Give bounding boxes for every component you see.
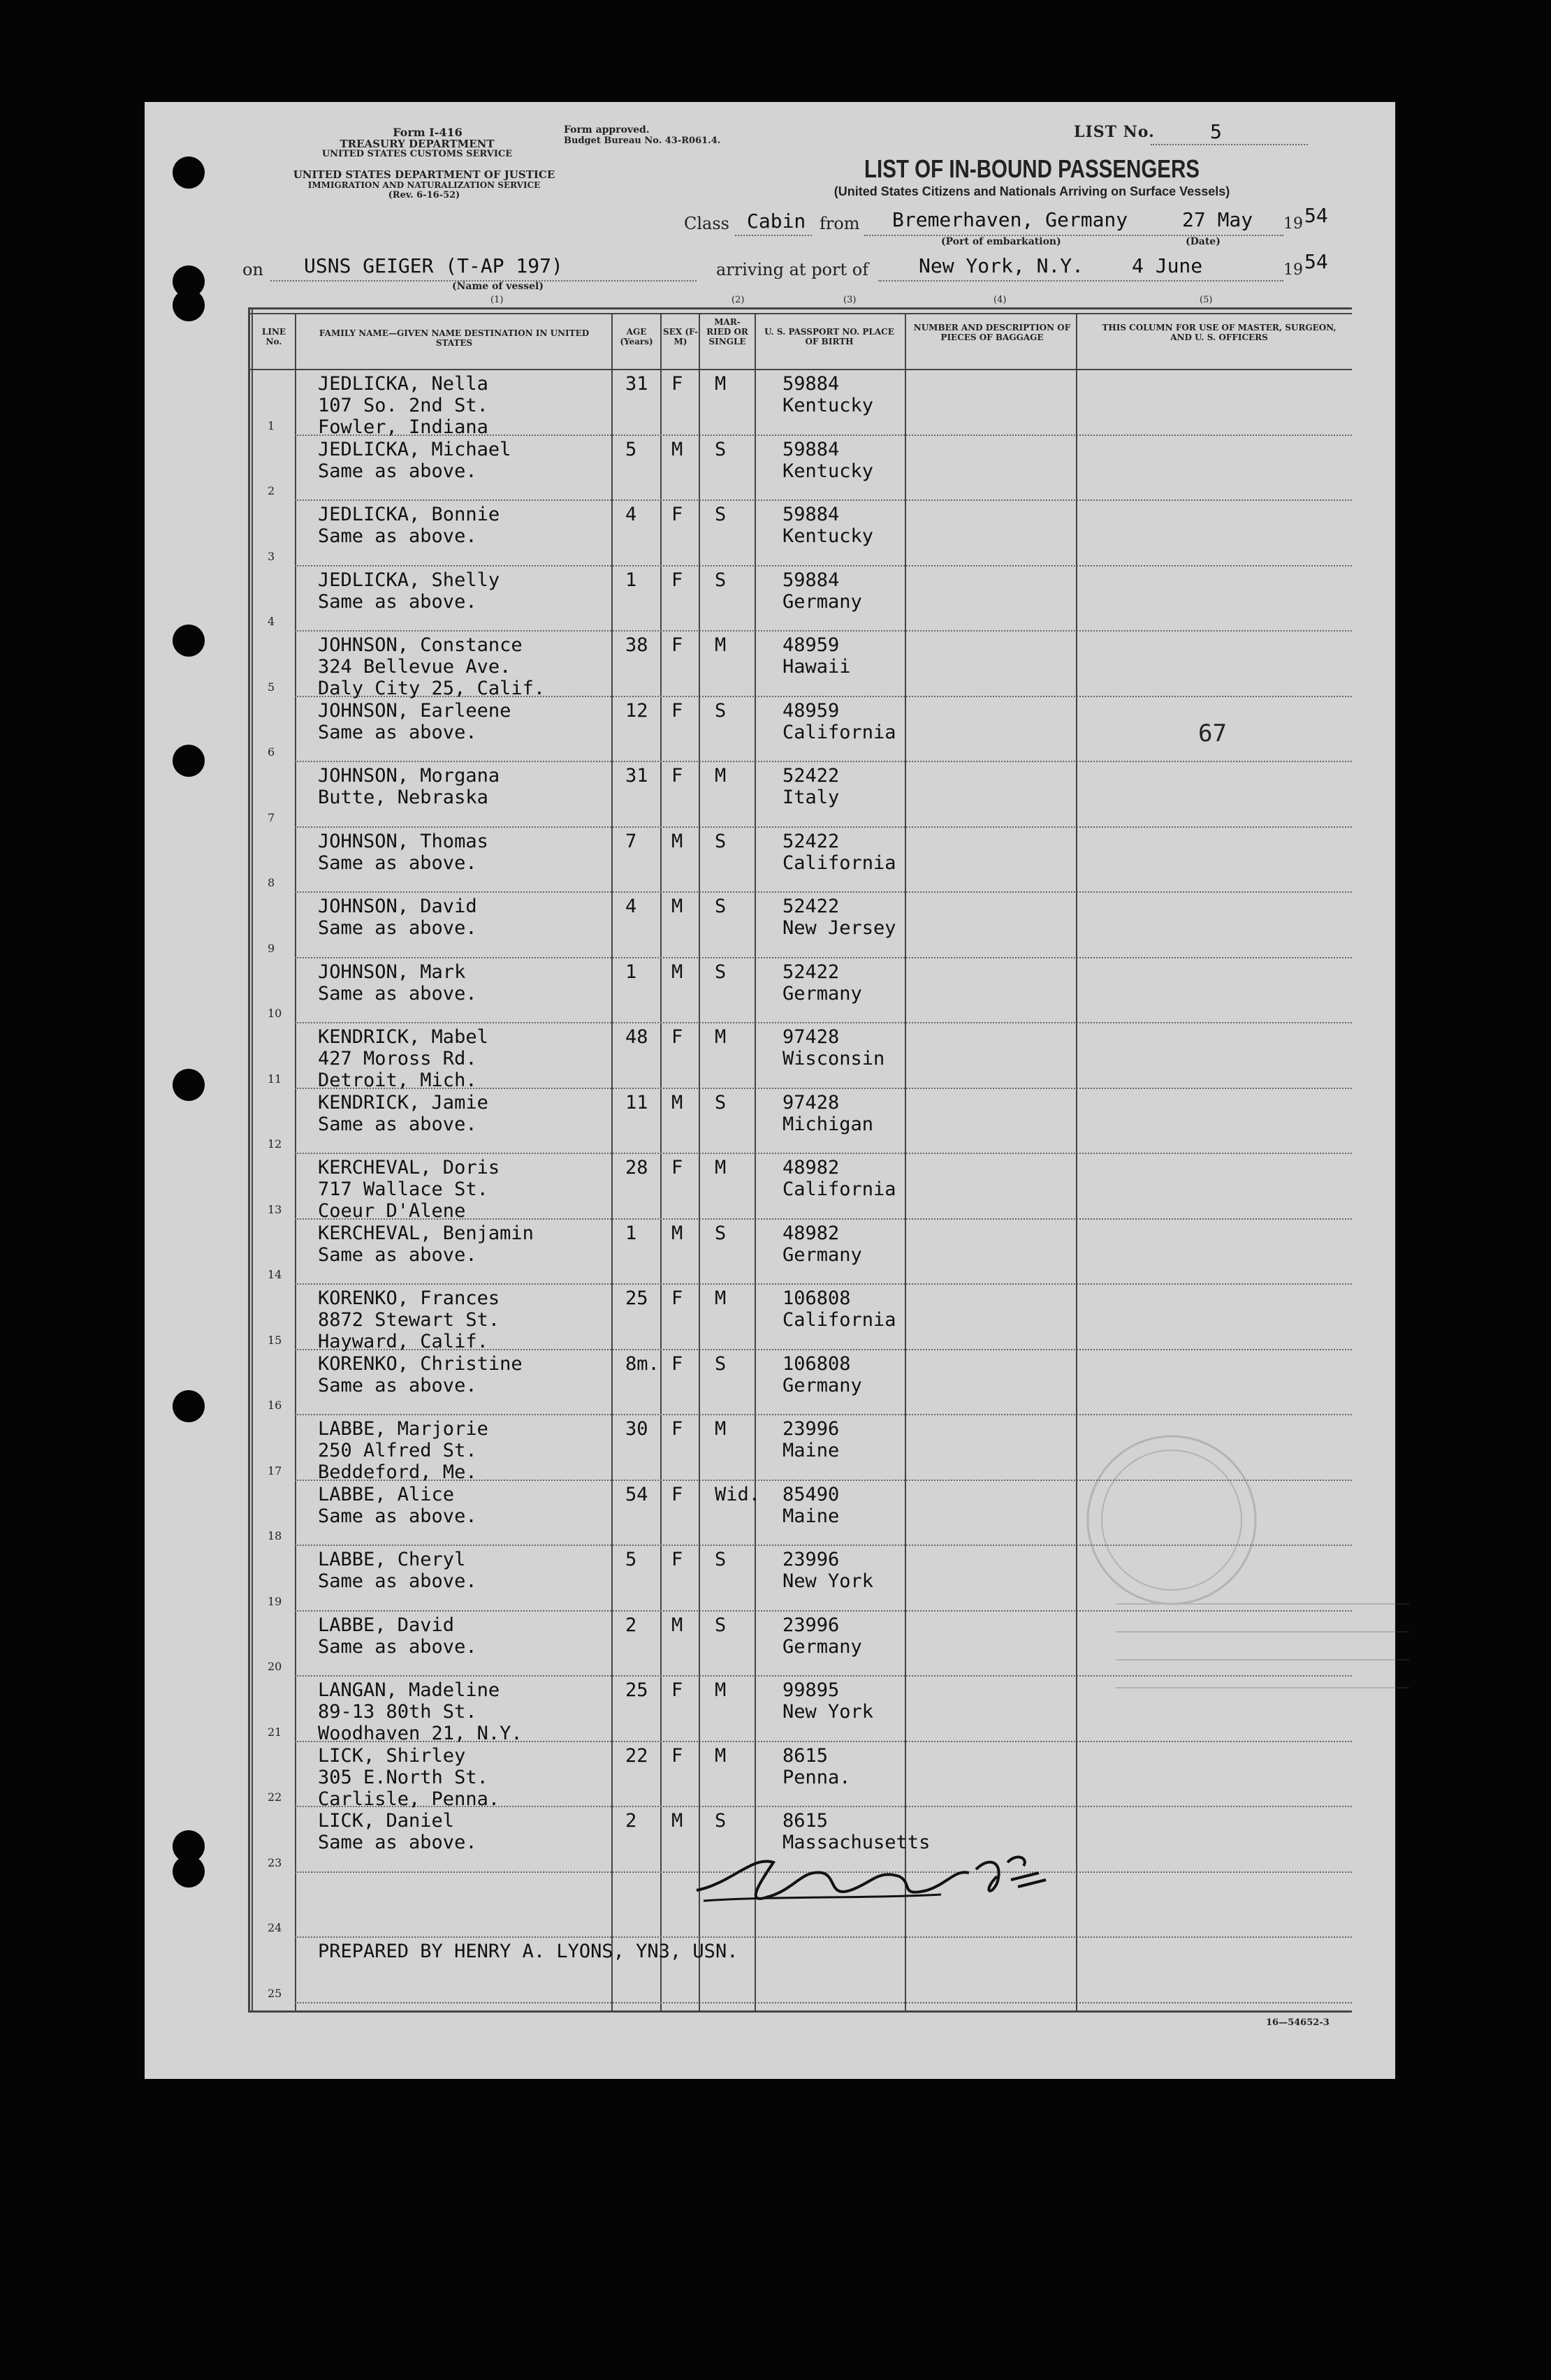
passenger-name: KORENKO, Frances 8872 Stewart St. Hayward, Calif. <box>318 1287 500 1352</box>
dept-customs: UNITED STATES CUSTOMS SERVICE <box>321 149 513 159</box>
header-married: MAR-RIED OR SINGLE <box>706 317 748 346</box>
table-row <box>248 1154 1352 1220</box>
from-year: 54 <box>1304 204 1328 227</box>
passenger-name: LICK, Shirley 305 E.North St. Carlisle, Penna. <box>318 1744 500 1810</box>
approved-line2: Budget Bureau No. 43-R061.4. <box>564 136 721 146</box>
passenger-sex: F <box>671 1679 683 1701</box>
passport-and-birthplace: 48982 Germany <box>782 1222 862 1266</box>
passenger-name: LABBE, David Same as above. <box>318 1614 477 1658</box>
passenger-sex: F <box>671 1287 683 1309</box>
passenger-age: 31 <box>625 765 648 787</box>
table-top-border <box>248 307 1352 309</box>
line-number: 5 <box>268 680 275 694</box>
header-sex: SEX (F-M) <box>663 327 698 346</box>
passport-and-birthplace: 59884 Germany <box>782 569 862 613</box>
passenger-name: JOHNSON, David Same as above. <box>318 896 477 939</box>
passenger-age: 25 <box>625 1287 648 1309</box>
arrival-year-prefix: 19 <box>1283 261 1303 279</box>
line-number: 10 <box>268 1007 282 1020</box>
port-embark-caption: (Port of embarkation) <box>941 236 1061 247</box>
line-number: 14 <box>268 1268 282 1281</box>
line-number: 15 <box>268 1333 282 1347</box>
col-num-1: (1) <box>490 295 504 305</box>
passenger-age: 2 <box>625 1810 637 1832</box>
col-num-4: (4) <box>993 295 1007 305</box>
passenger-age: 2 <box>625 1614 637 1636</box>
table-bottom-border <box>248 2010 1352 2013</box>
passenger-marital-status: M <box>715 1287 727 1309</box>
passenger-age: 38 <box>625 634 648 656</box>
passenger-name: LABBE, Cheryl Same as above. <box>318 1549 477 1592</box>
passenger-sex: F <box>671 1026 683 1048</box>
passport-and-birthplace: 99895 New York <box>782 1679 874 1723</box>
line-number: 12 <box>268 1137 282 1151</box>
line-number: 19 <box>268 1594 282 1608</box>
line-number: 24 <box>268 1921 282 1934</box>
revision-date: (Rev. 6-16-52) <box>388 190 460 200</box>
passenger-name: JEDLICKA, Shelly Same as above. <box>318 569 500 613</box>
passenger-sex: F <box>671 1483 683 1505</box>
passenger-name: KENDRICK, Mabel 427 Moross Rd. Detroit, Mich. <box>318 1026 488 1091</box>
passenger-marital-status: S <box>715 1549 727 1570</box>
list-no-label: LIST No. <box>1074 123 1155 141</box>
arriving-label: arriving at port of <box>716 260 869 279</box>
passenger-marital-status: M <box>715 1026 727 1048</box>
passenger-sex: F <box>671 504 683 525</box>
vessel-caption: (Name of vessel) <box>452 281 544 292</box>
passenger-name: KORENKO, Christine Same as above. <box>318 1352 523 1396</box>
passenger-age: 48 <box>625 1026 648 1048</box>
passport-and-birthplace: 52422 California <box>782 830 896 874</box>
page-subtitle: (United States Citizens and Nationals Arriving on Surface Vessels) <box>833 184 1230 198</box>
dept-justice: UNITED STATES DEPARTMENT OF JUSTICE <box>293 168 555 181</box>
table-row <box>248 1023 1352 1089</box>
passenger-age: 4 <box>625 504 637 525</box>
line-number: 22 <box>268 1790 282 1804</box>
passport-and-birthplace: 23996 New York <box>782 1549 874 1592</box>
passenger-sex: F <box>671 765 683 787</box>
arrival-port: New York, N.Y. <box>919 254 1084 277</box>
table-row <box>248 567 1352 632</box>
passenger-name: KERCHEVAL, Benjamin Same as above. <box>318 1222 534 1266</box>
passenger-name: JOHNSON, Earleene Same as above. <box>318 699 511 743</box>
binder-hole <box>173 1390 205 1422</box>
passport-and-birthplace: 23996 Maine <box>782 1418 840 1461</box>
table-row <box>248 893 1352 958</box>
passenger-name: PREPARED BY HENRY A. LYONS, YN3, USN. <box>318 1941 738 1962</box>
passenger-sex: F <box>671 1157 683 1178</box>
passenger-name: LABBE, Alice Same as above. <box>318 1483 477 1527</box>
line-number: 11 <box>268 1072 282 1086</box>
line-number: 23 <box>268 1855 282 1869</box>
passport-and-birthplace: 48959 California <box>782 699 896 743</box>
passenger-marital-status: S <box>715 830 727 852</box>
from-line <box>864 235 1283 236</box>
passenger-marital-status: S <box>715 1810 727 1832</box>
passenger-name: LICK, Daniel Same as above. <box>318 1810 477 1853</box>
passport-and-birthplace: 85490 Maine <box>782 1483 840 1527</box>
table-top-border-inner <box>248 313 1352 314</box>
passenger-age: 12 <box>625 699 648 722</box>
table-row <box>248 1220 1352 1285</box>
page-title: LIST OF IN-BOUND PASSENGERS <box>864 154 1200 183</box>
passenger-age: 22 <box>625 1744 648 1767</box>
passenger-age: 1 <box>625 569 637 591</box>
passenger-marital-status: Wid. <box>715 1483 761 1505</box>
approved-line1: Form approved. <box>564 124 650 136</box>
passenger-marital-status: S <box>715 1614 727 1636</box>
line-number: 1 <box>268 418 275 432</box>
col-num-3: (3) <box>843 295 857 305</box>
passport-and-birthplace: 59884 Kentucky <box>782 373 874 416</box>
passenger-marital-status: S <box>715 961 727 983</box>
signature <box>690 1841 1053 1925</box>
table-row <box>248 1742 1352 1808</box>
binder-hole <box>173 1855 205 1888</box>
passenger-name: JEDLICKA, Bonnie Same as above. <box>318 504 500 547</box>
passenger-marital-status: M <box>715 634 727 656</box>
vessel-name: USNS GEIGER (T-AP 197) <box>304 254 563 277</box>
passenger-sex: F <box>671 569 683 591</box>
list-no-value: 5 <box>1210 120 1222 143</box>
passport-and-birthplace: 8615 Massachusetts <box>782 1810 931 1853</box>
passport-and-birthplace: 48959 Hawaii <box>782 634 851 678</box>
table-row <box>248 958 1352 1024</box>
passenger-sex: F <box>671 1352 683 1375</box>
table-row <box>248 501 1352 567</box>
binder-hole <box>173 625 205 657</box>
officer-note: 67 <box>1198 720 1227 747</box>
passenger-age: 7 <box>625 830 637 852</box>
header-officers: THIS COLUMN FOR USE OF MASTER, SURGEON, AND U. S. OFFICERS <box>1102 323 1337 342</box>
line-number: 3 <box>268 549 275 563</box>
passenger-sex: M <box>671 1810 683 1832</box>
table-row <box>248 1285 1352 1350</box>
passenger-name: KENDRICK, Jamie Same as above. <box>318 1091 488 1135</box>
passenger-marital-status: S <box>715 1222 727 1244</box>
passenger-name: JEDLICKA, Nella 107 So. 2nd St. Fowler, Indiana <box>318 373 488 438</box>
passenger-marital-status: M <box>715 1157 727 1178</box>
passport-and-birthplace: 106808 Germany <box>782 1352 862 1396</box>
line-number: 21 <box>268 1725 282 1739</box>
passenger-sex: F <box>671 1418 683 1440</box>
passenger-name: JOHNSON, Thomas Same as above. <box>318 830 488 874</box>
passenger-marital-status: M <box>715 1418 727 1440</box>
passenger-sex: M <box>671 896 683 917</box>
header-baggage: NUMBER AND DESCRIPTION OF PIECES OF BAGGAGE <box>913 323 1071 342</box>
passport-and-birthplace: 52422 New Jersey <box>782 896 896 939</box>
line-number: 7 <box>268 810 275 824</box>
header-line-no: LINE No. <box>261 327 286 346</box>
passenger-marital-status: S <box>715 1091 727 1114</box>
header-name: FAMILY NAME—GIVEN NAME DESTINATION IN UNITED STATES <box>319 328 590 348</box>
passenger-sex: F <box>671 373 683 395</box>
passport-and-birthplace: 97428 Wisconsin <box>782 1026 885 1069</box>
passenger-name: JOHNSON, Morgana Butte, Nebraska <box>318 765 500 808</box>
table-row <box>248 828 1352 893</box>
arrival-year: 54 <box>1304 250 1328 273</box>
passport-and-birthplace: 97428 Michigan <box>782 1091 874 1135</box>
passenger-marital-status: S <box>715 896 727 917</box>
passenger-age: 28 <box>625 1157 648 1178</box>
passenger-sex: M <box>671 830 683 852</box>
passenger-sex: M <box>671 961 683 983</box>
passport-and-birthplace: 59884 Kentucky <box>782 504 874 547</box>
passenger-marital-status: S <box>715 504 727 525</box>
passenger-sex: F <box>671 634 683 656</box>
passenger-name: JOHNSON, Constance 324 Bellevue Ave. Daly City 25, Calif. <box>318 634 546 699</box>
table-row <box>248 762 1352 828</box>
passenger-age: 4 <box>625 896 637 917</box>
passenger-name: LABBE, Marjorie 250 Alfred St. Beddeford, Me. <box>318 1418 488 1483</box>
class-label: Class <box>684 214 729 233</box>
passenger-sex: F <box>671 1744 683 1767</box>
class-value: Cabin <box>747 210 806 233</box>
header-passport: U. S. PASSPORT NO. PLACE OF BIRTH <box>764 327 894 346</box>
passport-and-birthplace: 52422 Germany <box>782 961 862 1005</box>
list-no-line <box>1151 144 1308 145</box>
passport-and-birthplace: 8615 Penna. <box>782 1744 851 1788</box>
passenger-marital-status: M <box>715 1744 727 1767</box>
col-num-5: (5) <box>1200 295 1213 305</box>
row-rule <box>295 2002 1352 2003</box>
binder-hole <box>173 289 205 321</box>
table-row <box>248 1938 1352 2003</box>
passenger-table <box>248 307 1352 2012</box>
faint-seal-impression <box>1060 1422 1423 1730</box>
passenger-sex: M <box>671 1222 683 1244</box>
passenger-sex: F <box>671 699 683 722</box>
on-label: on <box>242 260 263 279</box>
from-year-prefix: 19 <box>1283 215 1303 233</box>
from-label: from <box>820 214 860 233</box>
passenger-name: LANGAN, Madeline 89-13 80th St. Woodhaven 21, N.Y. <box>318 1679 523 1744</box>
line-number: 25 <box>268 1986 282 2000</box>
table-row <box>248 436 1352 502</box>
table-row <box>248 631 1352 697</box>
passenger-name: KERCHEVAL, Doris 717 Wallace St. Coeur D'Alene <box>318 1157 500 1222</box>
passenger-age: 1 <box>625 961 637 983</box>
passenger-age: 31 <box>625 373 648 395</box>
passport-and-birthplace: 48982 California <box>782 1157 896 1200</box>
passenger-age: 54 <box>625 1483 648 1505</box>
passenger-marital-status: M <box>715 1679 727 1701</box>
line-number: 20 <box>268 1660 282 1673</box>
table-row <box>248 1350 1352 1416</box>
line-number: 2 <box>268 484 275 497</box>
passenger-age: 11 <box>625 1091 648 1114</box>
passenger-name: JOHNSON, Mark Same as above. <box>318 961 477 1005</box>
passenger-name: JEDLICKA, Michael Same as above. <box>318 438 511 482</box>
passenger-sex: M <box>671 1091 683 1114</box>
col-num-2: (2) <box>731 295 745 305</box>
line-number: 9 <box>268 941 275 955</box>
binder-hole <box>173 745 205 777</box>
manifest-sheet <box>145 102 1395 2079</box>
class-line <box>735 235 812 236</box>
table-row <box>248 370 1352 436</box>
form-number: Form I-416 <box>393 126 463 139</box>
passenger-age: 1 <box>625 1222 637 1244</box>
passenger-marital-status: S <box>715 699 727 722</box>
line-number: 6 <box>268 745 275 759</box>
passenger-age: 8m. <box>625 1352 660 1375</box>
passenger-marital-status: S <box>715 438 727 460</box>
arrival-date: 4 June <box>1132 254 1203 277</box>
from-port: Bremerhaven, Germany <box>892 208 1128 231</box>
header-age: AGE (Years) <box>620 327 653 346</box>
from-date: 27 May <box>1182 208 1253 231</box>
arrival-line <box>878 280 1283 282</box>
dept-immigration: IMMIGRATION AND NATURALIZATION SERVICE <box>307 180 541 190</box>
dept-treasury: TREASURY DEPARTMENT <box>340 138 495 150</box>
passenger-marital-status: M <box>715 765 727 787</box>
binder-hole <box>173 156 205 189</box>
passenger-age: 25 <box>625 1679 648 1701</box>
passenger-marital-status: M <box>715 373 727 395</box>
passenger-marital-status: S <box>715 1352 727 1375</box>
footer-code: 16—54652-3 <box>1266 2017 1330 2028</box>
date-caption: (Date) <box>1186 236 1221 247</box>
table-row <box>248 697 1352 763</box>
passenger-marital-status: S <box>715 569 727 591</box>
binder-hole <box>173 1069 205 1101</box>
passenger-age: 30 <box>625 1418 648 1440</box>
passenger-sex: F <box>671 1549 683 1570</box>
passenger-sex: M <box>671 1614 683 1636</box>
passport-and-birthplace: 106808 California <box>782 1287 896 1331</box>
passport-and-birthplace: 23996 Germany <box>782 1614 862 1658</box>
passenger-sex: M <box>671 438 683 460</box>
passenger-age: 5 <box>625 1549 637 1570</box>
line-number: 16 <box>268 1399 282 1412</box>
line-number: 4 <box>268 615 275 628</box>
passport-and-birthplace: 59884 Kentucky <box>782 438 874 482</box>
line-number: 17 <box>268 1463 282 1477</box>
passenger-age: 5 <box>625 438 637 460</box>
table-row <box>248 1089 1352 1155</box>
line-number: 8 <box>268 876 275 889</box>
line-number: 18 <box>268 1529 282 1542</box>
passport-and-birthplace: 52422 Italy <box>782 765 840 808</box>
line-number: 13 <box>268 1202 282 1216</box>
